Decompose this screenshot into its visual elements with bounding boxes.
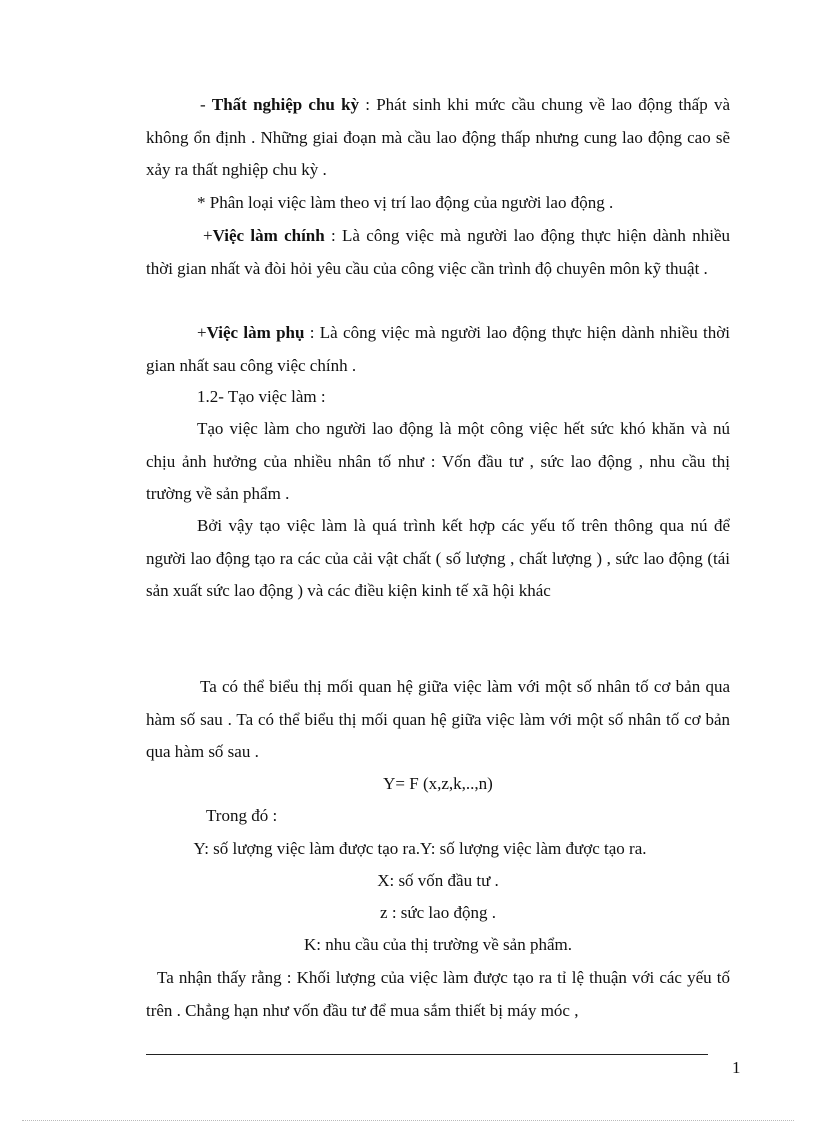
paragraph-relationship: Ta có thể biểu thị mối quan hệ giữa việc làm với một số nhân tố cơ bản qua hàm số sau . Ta có thể biểu thị mối quan hệ giữa việc làm với một số nhân tố cơ bản qua hàm số sau .	[146, 677, 730, 761]
definition-z: z : sức lao động .	[380, 903, 496, 922]
definition-text: : Phát sinh khi mức cầu chung về lao động thấp và không ổn định . Những giai đoạn mà cầu lao động thấp nhưng cung lao động cao sẽ xảy ra thất nghiệp chu kỳ .	[146, 95, 730, 179]
plus-marker: +	[203, 226, 213, 245]
definition-y: Y: số lượng việc làm được tạo ra.Y: số lượng việc làm được tạo ra.	[193, 839, 647, 858]
paragraph-secondary-job	[146, 317, 730, 382]
section-heading: 1.2- Tạo việc làm :	[197, 387, 326, 406]
definition-x: X: số vốn đầu tư .	[377, 871, 499, 890]
paragraph-conclusion: Ta nhận thấy rằng : Khối lượng của việc làm được tạo ra tỉ lệ thuận với các yếu tố trên . Chẳng hạn như vốn đầu tư để mua sắm thiết bị máy móc ,	[146, 968, 730, 1020]
term-main-job: Việc làm chính	[212, 226, 325, 245]
term-secondary-job: Việc làm phụ	[206, 323, 305, 342]
definition-text: : Là công việc mà người lao động thực hiện dành nhiều thời gian nhất sau công việc chính .	[146, 323, 730, 375]
footer-rule	[146, 1054, 708, 1055]
plus-marker: +	[197, 323, 207, 342]
where-label: Trong đó :	[206, 806, 278, 825]
definition-text: : Là công việc mà người lao động thực hiện dành nhiều thời gian nhất và đòi hỏi yêu cầu của công việc cần trình độ chuyên môn kỹ thuật .	[146, 226, 730, 278]
term-cyclical-unemployment: Thất nghiệp chu kỳ	[211, 95, 360, 114]
paragraph-combination: Bởi vậy tạo việc làm là quá trình kết hợp các yếu tố trên thông qua nú để người lao động tạo ra các của cải vật chất ( số lượng , chất lượng ) , sức lao động (tái sản xuất sức lao động ) và các điều kiện kinh tế xã hội khác	[146, 516, 730, 600]
page-number: 1	[732, 1058, 741, 1077]
paragraph-cyclical-unemployment	[146, 89, 730, 187]
paragraph-classification: * Phân loại việc làm theo vị trí lao động của người lao động .	[197, 193, 614, 212]
paragraph-main-job	[146, 220, 730, 285]
paragraph-job-creation: Tạo việc làm cho người lao động là một công việc hết sức khó khăn và nú chịu ảnh hưởng của nhiều nhân tố như : Vốn đầu tư , sức lao động , nhu cầu thị trường về sản phẩm .	[146, 419, 730, 503]
dash-marker: -	[200, 95, 212, 114]
definition-k: K: nhu cầu của thị trường về sản phẩm.	[304, 935, 572, 954]
page-break-dotted-line	[22, 1120, 794, 1121]
formula: Y= F (x,z,k,..,n)	[383, 774, 493, 793]
